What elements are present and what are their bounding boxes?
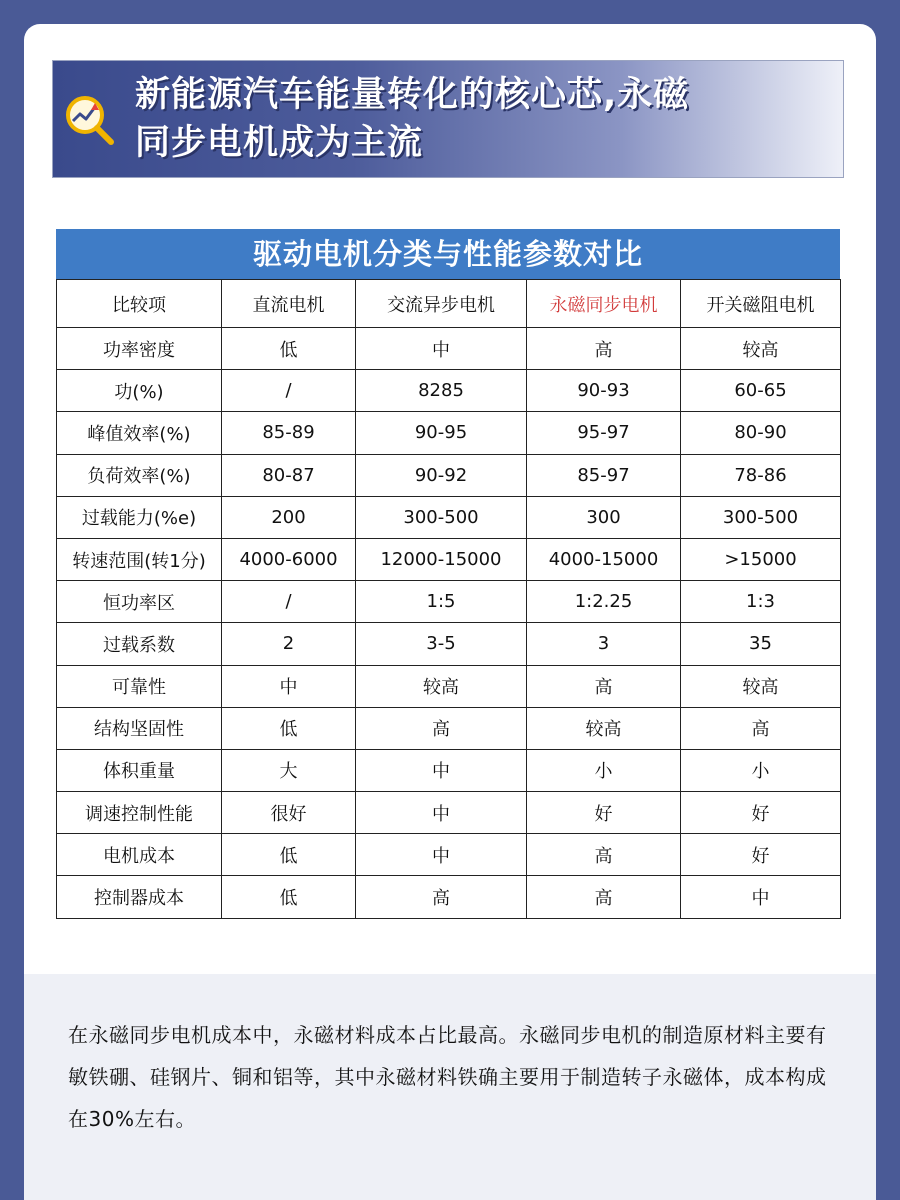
table-cell: 大 bbox=[222, 749, 356, 791]
row-label-cell: 体积重量 bbox=[57, 749, 222, 791]
table-row bbox=[57, 707, 841, 749]
table-cell: / bbox=[222, 581, 356, 623]
table-cell: 85-97 bbox=[527, 454, 681, 496]
table-row bbox=[57, 834, 841, 876]
page-title bbox=[135, 71, 689, 167]
table-cell: 85-89 bbox=[222, 412, 356, 454]
chart-magnifier-icon bbox=[61, 91, 117, 147]
table-cell: 4000-15000 bbox=[527, 538, 681, 580]
column-header: 直流电机 bbox=[222, 280, 356, 328]
table-row bbox=[57, 370, 841, 412]
row-label-cell: 峰值效率(%) bbox=[57, 412, 222, 454]
table-row bbox=[57, 623, 841, 665]
table-cell: 较高 bbox=[527, 707, 681, 749]
table-cell: 12000-15000 bbox=[356, 538, 527, 580]
table-cell: 中 bbox=[681, 876, 841, 918]
table-cell: 8285 bbox=[356, 370, 527, 412]
table-cell: >15000 bbox=[681, 538, 841, 580]
table-cell: 小 bbox=[527, 749, 681, 791]
table-cell: 95-97 bbox=[527, 412, 681, 454]
row-label-cell: 转速范围(转1分) bbox=[57, 538, 222, 580]
table-cell: 较高 bbox=[681, 665, 841, 707]
title-banner bbox=[52, 60, 844, 178]
table-cell: 中 bbox=[222, 665, 356, 707]
table-row bbox=[57, 412, 841, 454]
table-cell: 高 bbox=[681, 707, 841, 749]
row-label-cell: 功(%) bbox=[57, 370, 222, 412]
table-cell: 300-500 bbox=[356, 496, 527, 538]
table-row bbox=[57, 749, 841, 791]
table-cell: 1:3 bbox=[681, 581, 841, 623]
table-cell: 好 bbox=[527, 792, 681, 834]
table-cell: 高 bbox=[527, 328, 681, 370]
table-row bbox=[57, 792, 841, 834]
table-row bbox=[57, 454, 841, 496]
table-cell: 较高 bbox=[681, 328, 841, 370]
page-title-line-2: 同步电机成为主流 bbox=[135, 123, 424, 163]
table-cell: 300 bbox=[527, 496, 681, 538]
table-row bbox=[57, 538, 841, 580]
table-cell: 90-93 bbox=[527, 370, 681, 412]
table-cell: 好 bbox=[681, 792, 841, 834]
table-cell: 低 bbox=[222, 834, 356, 876]
row-label-cell: 过载能力(%e) bbox=[57, 496, 222, 538]
table-cell: 较高 bbox=[356, 665, 527, 707]
table-caption: 驱动电机分类与性能参数对比 bbox=[56, 229, 840, 279]
table-row bbox=[57, 581, 841, 623]
table-cell: 高 bbox=[527, 665, 681, 707]
content-card bbox=[24, 24, 876, 1200]
table-cell: 3 bbox=[527, 623, 681, 665]
table-row bbox=[57, 665, 841, 707]
table-cell: 80-87 bbox=[222, 454, 356, 496]
row-label-cell: 结构坚固性 bbox=[57, 707, 222, 749]
row-label-cell: 负荷效率(%) bbox=[57, 454, 222, 496]
column-header: 开关磁阻电机 bbox=[681, 280, 841, 328]
table-cell: 很好 bbox=[222, 792, 356, 834]
table-cell: 78-86 bbox=[681, 454, 841, 496]
table-cell: 4000-6000 bbox=[222, 538, 356, 580]
table-cell: 90-92 bbox=[356, 454, 527, 496]
table-cell: 80-90 bbox=[681, 412, 841, 454]
table-cell: 1:2.25 bbox=[527, 581, 681, 623]
table-cell: 低 bbox=[222, 707, 356, 749]
table-cell: 300-500 bbox=[681, 496, 841, 538]
table-cell: / bbox=[222, 370, 356, 412]
note-section bbox=[24, 974, 876, 1200]
table-cell: 中 bbox=[356, 749, 527, 791]
page-title-line-1: 新能源汽车能量转化的核心芯,永磁 bbox=[135, 75, 690, 115]
row-label-cell: 电机成本 bbox=[57, 834, 222, 876]
comparison-table-section bbox=[56, 229, 840, 919]
motor-comparison-table bbox=[56, 279, 841, 919]
table-body bbox=[57, 328, 841, 919]
table-cell: 3-5 bbox=[356, 623, 527, 665]
table-row bbox=[57, 876, 841, 918]
table-cell: 中 bbox=[356, 328, 527, 370]
row-label-cell: 控制器成本 bbox=[57, 876, 222, 918]
row-label-cell: 调速控制性能 bbox=[57, 792, 222, 834]
table-cell: 1:5 bbox=[356, 581, 527, 623]
table-cell: 高 bbox=[356, 707, 527, 749]
table-row bbox=[57, 328, 841, 370]
table-cell: 低 bbox=[222, 328, 356, 370]
row-label-cell: 过载系数 bbox=[57, 623, 222, 665]
table-row bbox=[57, 496, 841, 538]
table-cell: 低 bbox=[222, 876, 356, 918]
row-label-cell: 恒功率区 bbox=[57, 581, 222, 623]
table-cell: 高 bbox=[527, 834, 681, 876]
table-cell: 90-95 bbox=[356, 412, 527, 454]
column-header: 永磁同步电机 bbox=[527, 280, 681, 328]
table-cell: 高 bbox=[527, 876, 681, 918]
row-label-cell: 可靠性 bbox=[57, 665, 222, 707]
table-cell: 35 bbox=[681, 623, 841, 665]
table-cell: 好 bbox=[681, 834, 841, 876]
table-cell: 小 bbox=[681, 749, 841, 791]
column-header: 交流异步电机 bbox=[356, 280, 527, 328]
row-label-cell: 功率密度 bbox=[57, 328, 222, 370]
table-cell: 2 bbox=[222, 623, 356, 665]
table-cell: 60-65 bbox=[681, 370, 841, 412]
table-cell: 中 bbox=[356, 792, 527, 834]
table-cell: 200 bbox=[222, 496, 356, 538]
table-cell: 中 bbox=[356, 834, 527, 876]
table-cell: 高 bbox=[356, 876, 527, 918]
table-header-row bbox=[57, 280, 841, 328]
note-text: 在永磁同步电机成本中，永磁材料成本占比最高。永磁同步电机的制造原材料主要有敏铁硼、硅钢片、铜和铝等，其中永磁材料铁确主要用于制造转子永磁体，成本构成在30%左右。 bbox=[68, 1023, 827, 1131]
column-header: 比较项 bbox=[57, 280, 222, 328]
